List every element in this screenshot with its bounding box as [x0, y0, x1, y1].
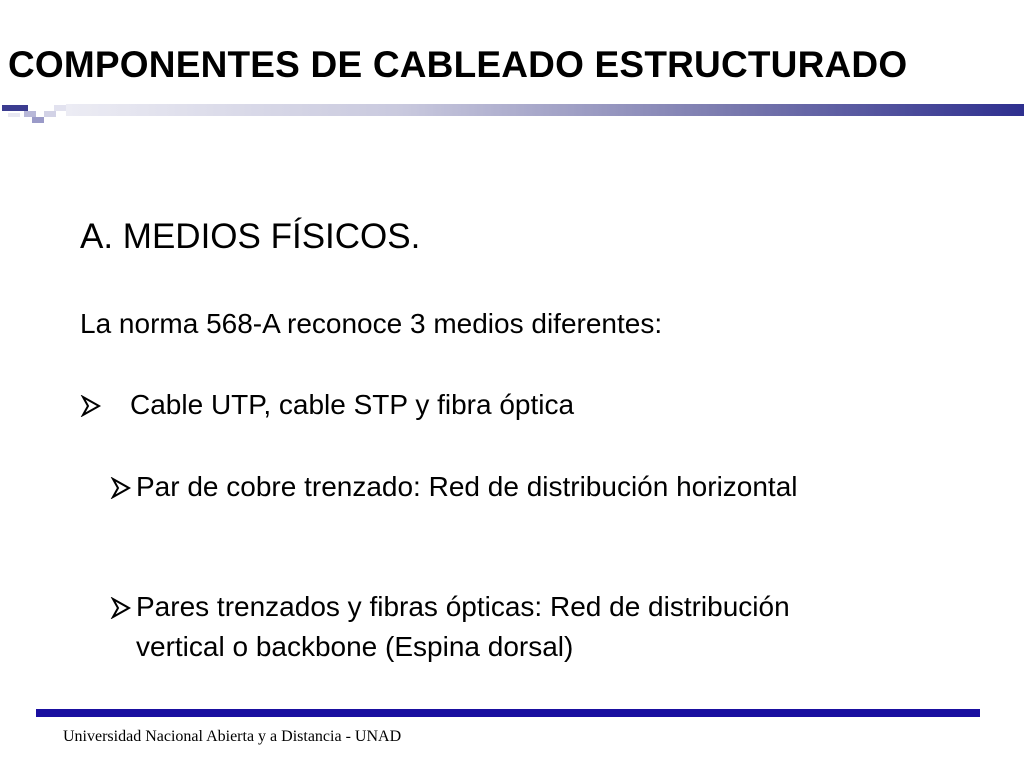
slide-title: COMPONENTES DE CABLEADO ESTRUCTURADO — [8, 44, 908, 85]
title-underline-decoration — [0, 96, 1024, 130]
sub-bullet-text: Par de cobre trenzado: Red de distribución horizontal — [136, 471, 798, 502]
sub-bullet-item — [110, 467, 870, 507]
footer-text: Universidad Nacional Abierta y a Distancia - UNAD — [63, 728, 402, 745]
bullet-text: Cable UTP, cable STP y fibra óptica — [130, 389, 575, 420]
sub-bullet-item — [110, 587, 870, 667]
slide-body — [80, 212, 980, 662]
sub-bullet-text: Pares trenzados y fibras ópticas: Red de distribución vertical o backbone (Espina dorsal) — [136, 591, 790, 662]
arrowhead-bullet-icon — [80, 385, 130, 425]
pixel-squares-gradient-bar-icon — [0, 96, 1024, 130]
footer-rule — [36, 709, 980, 717]
arrowhead-bullet-icon — [110, 587, 136, 627]
arrowhead-bullet-icon — [110, 467, 136, 507]
intro-text: La norma 568-A reconoce 3 medios diferentes: — [80, 308, 663, 339]
bullet-item — [80, 385, 574, 425]
section-heading: A. MEDIOS FÍSICOS. — [80, 217, 421, 256]
